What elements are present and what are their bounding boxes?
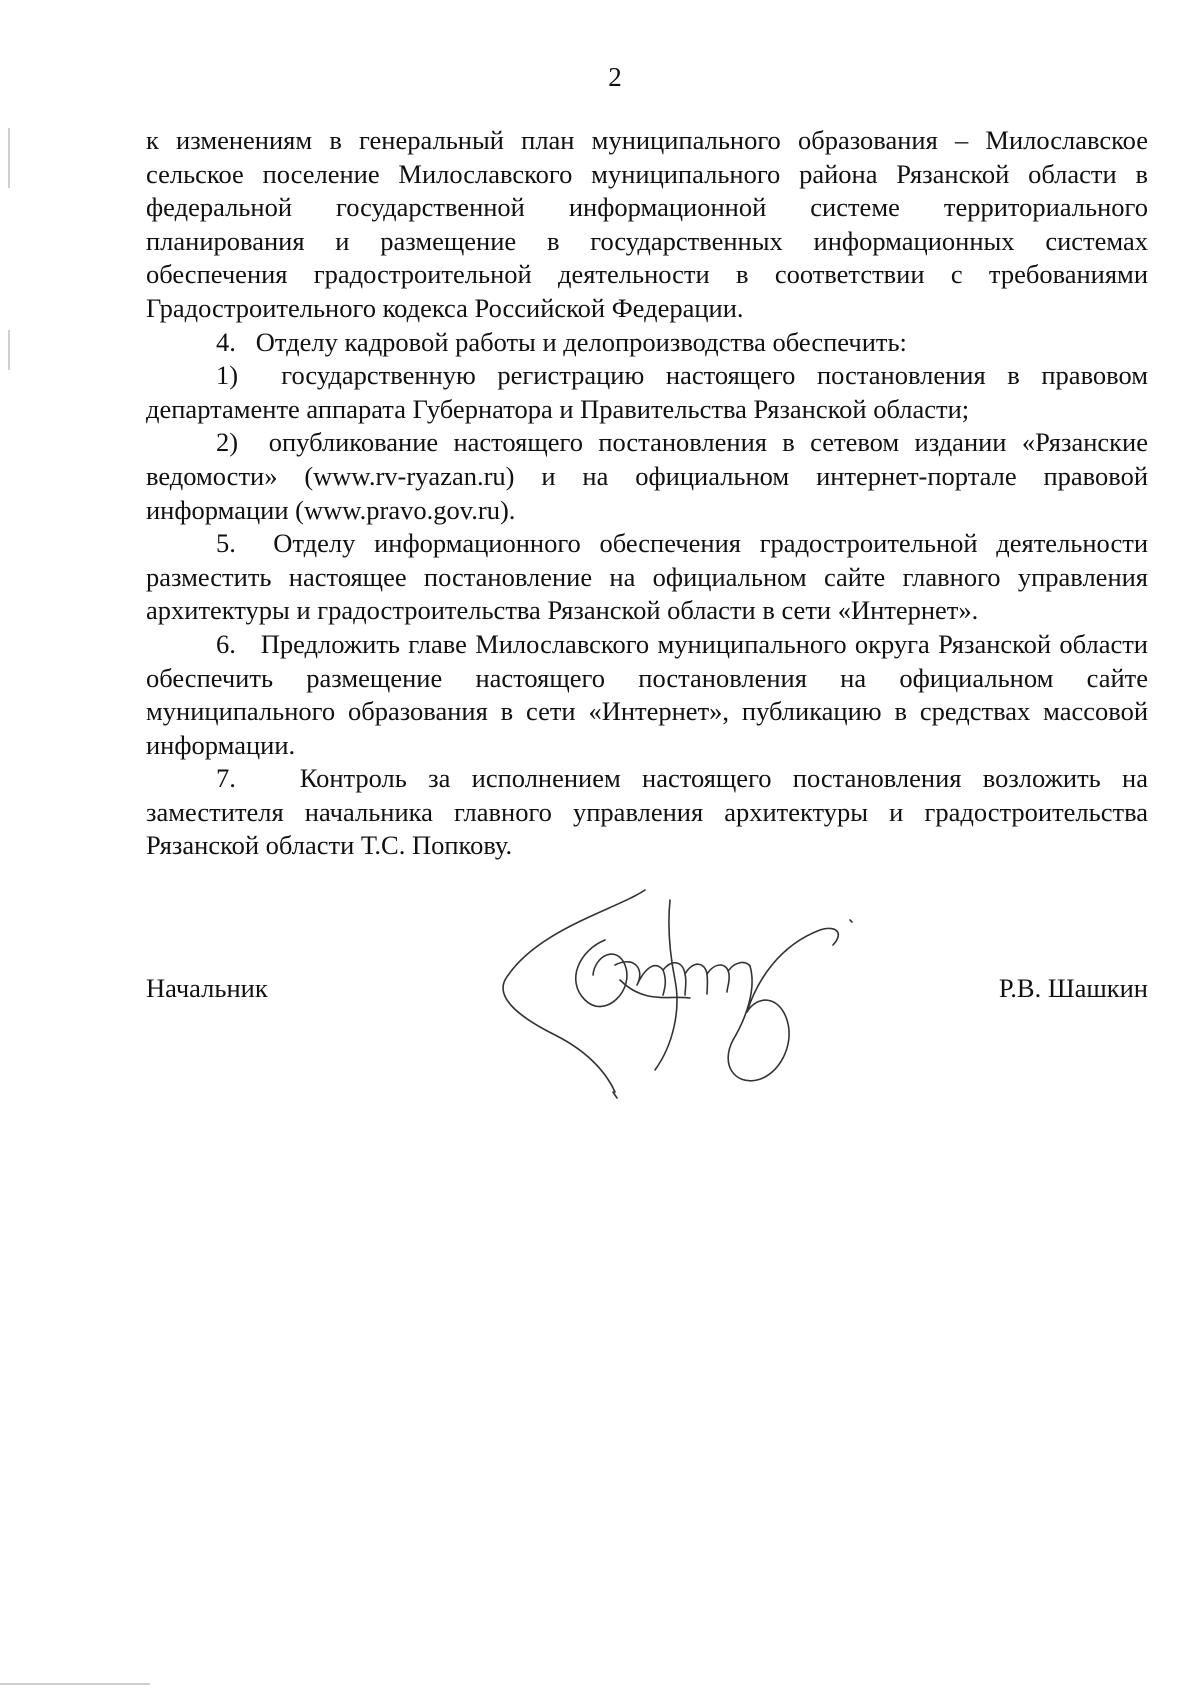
paragraph-item-7: 7. Контроль за исполнением настоящего постановления возложить на заместителя начальника главного управления архитектуры и градостроительства Рязанской области Т.С. Попкову. [146,763,1148,861]
scan-edge-mark [8,330,10,370]
signatory-position: Начальник [146,973,268,1003]
paragraph-subitem-1: 1) государственную регистрацию настоящего постановления в правовом департаменте аппарата Губернатора и Правительства Рязанской области; [146,360,1148,424]
scan-edge-mark [8,128,10,188]
paragraph-subitem-2: 2) опубликование настоящего постановления в сетевом издании «Рязанские ведомости» (www.rv-ryazan.ru) и на официальном интернет-портале правовой информации (www.pravo.gov.ru). [146,427,1148,525]
paragraph-item-6: 6. Предложить главе Милославского муниципального округа Рязанской области обеспечить размещение настоящего постановления на официальном сайте муниципального образования в сети «Интернет», публикацию в средствах массовой информации. [146,628,1148,760]
page-number: 2 [608,62,622,92]
signatory-name: Р.В. Шашкин [998,973,1148,1003]
document-body [146,124,1148,863]
signature-block [146,973,1148,1009]
scan-edge-mark [0,1683,150,1685]
paragraph-item-4: 4. Отделу кадровой работы и делопроизводства обеспечить: [216,326,907,357]
paragraph-continuation: к изменениям в генеральный план муниципального образования – Милославское сельское поселение Милославского муниципального района Рязанской области в федеральной государственной информационной системе территориального планирования и размещение в государственных информационных системах обеспечения градостроительной деятельности в соответствии с требованиями Градостроительного кодекса Российской Федерации. [146,125,1148,323]
paragraph-item-5: 5. Отделу информационного обеспечения градостроительной деятельности разместить настоящее постановление на официальном сайте главного управления архитектуры и градостроительства Рязанской области в сети «Интернет». [146,528,1148,626]
